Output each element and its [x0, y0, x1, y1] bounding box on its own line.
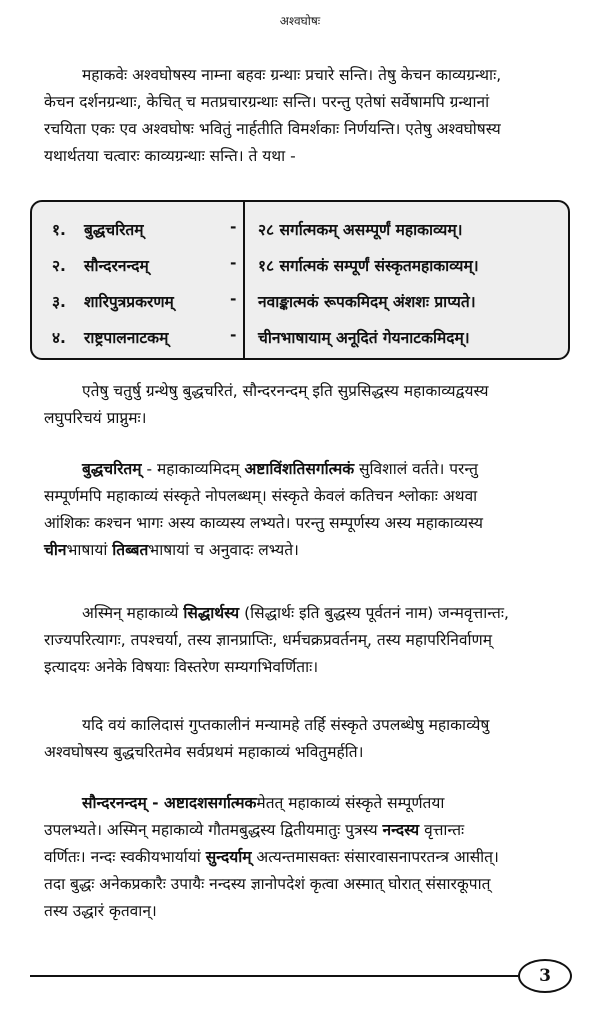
intro-paragraph: [44, 62, 580, 170]
saundarananda-cantos: अष्टादशसर्गात्मक: [163, 794, 257, 812]
buddhacharitam-line-1: बुद्धचरितम् - महाकाव्यमिदम् अष्टाविंशतिसर्गात्मकं सुविशालं वर्तते। परन्तु: [82, 460, 478, 478]
saundarananda-line-4: तदा बुद्धः अनेकप्रकारैः उपायैः नन्दस्य ज्ञानोपदेशं कृत्वा अस्मात् घोरात् संसारकूपात्: [44, 875, 491, 893]
saundarananda-title: सौन्दरनन्दम्: [82, 794, 147, 812]
siddhartha-line-3: इत्यादयः अनेके विषयाः विस्तरेण सम्यगभिवर्णिताः।: [44, 658, 319, 676]
work-title: बुद्धचरितम्: [84, 221, 144, 239]
intro-line-3: रचयिता एकः एव अश्वघोषः भवितुं नार्हतीति विमर्शकाः निर्णयन्ति। एतेषु अश्वघोषस्य: [44, 120, 501, 138]
kalidasa-line-2: अश्वघोषस्य बुद्धचरितमेव सर्वप्रथमं महाकाव्यं भवितुमर्हति।: [44, 743, 364, 761]
sundari-name: सुन्दर्याम्: [205, 848, 252, 866]
work-number: ४.: [52, 329, 66, 347]
work-title: सौन्दरनन्दम्: [84, 257, 149, 275]
works-box: [30, 200, 570, 360]
works-row: [32, 282, 568, 318]
work-title: शारिपुत्रप्रकरणम्: [84, 293, 174, 311]
work-dash: -: [230, 326, 237, 344]
work-number: २.: [52, 257, 66, 275]
work-description: २८ सर्गात्मकम् असम्पूर्णं महाकाव्यम्।: [258, 221, 463, 239]
kalidasa-line-1: यदि वयं कालिदासं गुप्तकालीनं मन्यामहे तर्हि संस्कृते उपलब्धेषु महाकाव्येषु: [82, 716, 490, 734]
buddhacharitam-title: बुद्धचरितम्: [82, 460, 142, 478]
buddhacharitam-cantos: अष्टाविंशतिसर्गात्मकं: [244, 460, 355, 478]
buddhacharitam-paragraph: [44, 456, 580, 564]
work-description: १८ सर्गात्मकं सम्पूर्णं संस्कृतमहाकाव्यम्।: [258, 257, 479, 275]
buddhacharitam-line-2: सम्पूर्णमपि महाकाव्यं संस्कृते नोपलब्धम्। संस्कृते केवलं कतिचन श्लोकाः अथवा: [44, 487, 478, 505]
work-dash: -: [230, 218, 237, 236]
after-works-line-2: लघुपरिचयं प्राप्नुमः।: [44, 409, 147, 427]
page-number: 3: [518, 959, 572, 993]
kalidasa-paragraph: [44, 712, 580, 766]
work-title: राष्ट्रपालनाटकम्: [84, 329, 169, 347]
running-head: अश्वघोषः: [279, 14, 321, 28]
intro-line-4: यथार्थतया चत्वारः काव्यग्रन्थाः सन्ति। ते यथा -: [44, 147, 296, 165]
works-row: [32, 246, 568, 282]
works-row: [32, 318, 568, 354]
work-number: ३.: [52, 293, 66, 311]
saundarananda-line-5: तस्य उद्धारं कृतवान्।: [44, 902, 157, 920]
siddhartha-name: सिद्धार्थस्य: [183, 604, 240, 622]
work-number: १.: [52, 221, 66, 239]
saundarananda-line-2: उपलभ्यते। अस्मिन् महाकाव्ये गौतमबुद्धस्य द्वितीयमातुः पुत्रस्य नन्दस्य वृत्तान्तः: [44, 821, 465, 839]
intro-line-2: केचन दर्शनग्रन्थाः, केचित् च मतप्रचारग्रन्थाः सन्ति। परन्तु एतेषां सर्वेषामपि ग्रन्थानां: [44, 93, 490, 111]
siddhartha-line-2: राज्यपरित्यागः, तपश्चर्या, तस्य ज्ञानप्राप्तिः, धर्मचक्रप्रवर्तनम्, तस्य महापरिनिर्वाणम्: [44, 631, 493, 649]
siddhartha-line-1: अस्मिन् महाकाव्ये सिद्धार्थस्य (सिद्धार्थः इति बुद्धस्य पूर्वतनं नाम) जन्मवृत्तान्तः,: [82, 604, 509, 622]
work-description: चीनभाषायाम् अनूदितं गेयनाटकमिदम्।: [258, 329, 470, 347]
buddhacharitam-line-4: चीनभाषायां तिब्बतभाषायां च अनुवादः लभ्यते।: [44, 541, 299, 559]
footer-rule: [30, 975, 518, 977]
saundarananda-line-1: सौन्दरनन्दम् - अष्टादशसर्गात्मकमेतत् महाकाव्यं संस्कृते सम्पूर्णतया: [82, 794, 445, 812]
work-description: नवाङ्कात्मकं रूपकमिदम् अंशशः प्राप्यते।: [258, 293, 476, 311]
saundarananda-line-3: वर्णितः। नन्दः स्वकीयभार्यायां सुन्दर्याम् अत्यन्तमासक्तः संसारवासनापरतन्त्र आसीत्।: [44, 848, 499, 866]
work-dash: -: [230, 254, 237, 272]
buddhacharitam-line-3: आंशिकः कश्चन भागः अस्य काव्यस्य लभ्यते। परन्तु सम्पूर्णस्य अस्य महाकाव्यस्य: [44, 514, 484, 532]
intro-line-1: महाकवेः अश्वघोषस्य नाम्ना बहवः ग्रन्थाः प्रचारे सन्ति। तेषु केचन काव्यग्रन्थाः,: [82, 66, 502, 84]
works-row: [32, 210, 568, 246]
saundarananda-paragraph: [44, 790, 580, 925]
siddhartha-paragraph: [44, 600, 580, 681]
nanda-name: नन्दस्य: [382, 821, 420, 839]
work-dash: -: [230, 290, 237, 308]
after-works-line-1: एतेषु चतुर्षु ग्रन्थेषु बुद्धचरितं, सौन्दरनन्दम् इति सुप्रसिद्धस्य महाकाव्यद्वयस्य: [82, 382, 489, 400]
after-works-paragraph: [44, 378, 580, 432]
